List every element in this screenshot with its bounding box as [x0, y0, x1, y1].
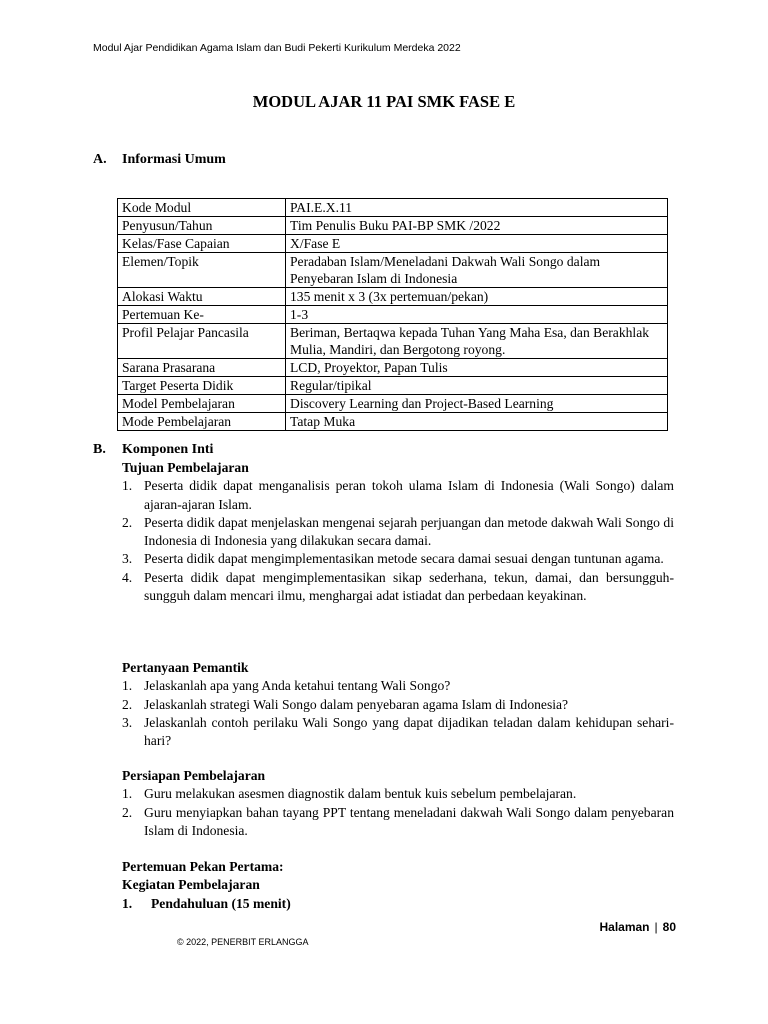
list-item	[122, 804, 674, 841]
list-item	[122, 785, 674, 803]
list-item	[122, 550, 674, 568]
list-item	[122, 569, 674, 606]
persiapan-list	[122, 785, 674, 840]
persiapan-heading: Persiapan Pembelajaran	[122, 768, 266, 783]
tujuan-heading: Tujuan Pembelajaran	[122, 460, 249, 475]
page-value: 80	[662, 920, 676, 934]
list-item	[122, 677, 674, 695]
info-value: PAI.E.X.11	[286, 199, 668, 217]
info-key: Penyusun/Tahun	[118, 217, 286, 235]
info-table-body	[118, 199, 668, 431]
list-item-text: Jelaskanlah contoh perilaku Wali Songo yang dapat dijadikan teladan dalam kehidupan sehari-hari?	[144, 714, 674, 749]
info-row	[118, 324, 668, 359]
info-key: Kode Modul	[118, 199, 286, 217]
pertanyaan-block	[122, 659, 674, 750]
info-value: Discovery Learning dan Project-Based Learning	[286, 395, 668, 413]
info-row	[118, 359, 668, 377]
info-key: Elemen/Topik	[118, 253, 286, 288]
list-item-text: Peserta didik dapat mengimplementasikan metode secara damai sesuai dengan tuntunan agama.	[144, 551, 664, 567]
list-item-number: 1.	[122, 478, 133, 494]
running-header: Modul Ajar Pendidikan Agama Islam dan Budi Pekerti Kurikulum Merdeka 2022	[93, 42, 461, 54]
info-row	[118, 235, 668, 253]
document-title: MODUL AJAR 11 PAI SMK FASE E	[252, 92, 516, 111]
list-item-number: 3.	[122, 714, 133, 730]
tujuan-block	[122, 459, 674, 605]
info-key: Kelas/Fase Capaian	[118, 235, 286, 253]
info-value: Tatap Muka	[286, 413, 668, 431]
page-number	[599, 920, 676, 934]
pertemuan-heading: Pertemuan Pekan Pertama:	[122, 859, 284, 874]
info-value: 135 menit x 3 (3x pertemuan/pekan)	[286, 288, 668, 306]
pertanyaan-list	[122, 677, 674, 750]
persiapan-block	[122, 767, 674, 840]
info-key: Alokasi Waktu	[118, 288, 286, 306]
list-item-number: 4.	[122, 569, 133, 585]
page-label: Halaman	[599, 920, 650, 934]
info-row	[118, 413, 668, 431]
section-b-title: Komponen Inti	[122, 442, 214, 457]
info-row	[118, 306, 668, 324]
kegiatan-heading: Kegiatan Pembelajaran	[122, 877, 260, 893]
list-item-number: 2.	[122, 696, 133, 712]
info-value: 1-3	[286, 306, 668, 324]
info-value: X/Fase E	[286, 235, 668, 253]
list-item-number: 1.	[122, 786, 133, 802]
info-row	[118, 377, 668, 395]
info-key: Model Pembelajaran	[118, 395, 286, 413]
info-row	[118, 288, 668, 306]
tujuan-list	[122, 477, 674, 605]
info-key: Sarana Prasarana	[118, 359, 286, 377]
list-item-text: Jelaskanlah apa yang Anda ketahui tentang Wali Songo?	[144, 678, 451, 694]
list-item-number: 3.	[122, 551, 133, 567]
list-item	[122, 696, 674, 714]
list-item-text: Peserta didik dapat menjelaskan mengenai sejarah perjuangan dan metode dakwah Wali Songo di Indonesia di Indonesia yang dilakukan secara damai.	[144, 514, 674, 549]
info-value: Regular/tipikal	[286, 377, 668, 395]
info-key: Target Peserta Didik	[118, 377, 286, 395]
list-item-number: 2.	[122, 514, 133, 530]
section-a-number: A.	[93, 152, 107, 167]
list-item	[122, 714, 674, 751]
info-value: Tim Penulis Buku PAI-BP SMK /2022	[286, 217, 668, 235]
info-value: Peradaban Islam/Meneladani Dakwah Wali Songo dalam Penyebaran Islam di Indonesia	[286, 253, 668, 288]
pendahuluan-step	[122, 895, 674, 913]
info-table	[117, 198, 668, 431]
footer-copyright: © 2022, PENERBIT ERLANGGA	[177, 937, 309, 947]
list-item-text: Guru melakukan asesmen diagnostik dalam bentuk kuis sebelum pembelajaran.	[144, 786, 577, 802]
info-row	[118, 395, 668, 413]
page-separator: |	[654, 920, 658, 934]
list-item	[122, 477, 674, 514]
info-row	[118, 217, 668, 235]
list-item-text: Peserta didik dapat menganalisis peran tokoh ulama Islam di Indonesia (Wali Songo) dalam ajaran-ajaran Islam.	[144, 478, 674, 512]
list-item-text: Peserta didik dapat mengimplementasikan sikap sederhana, tekun, damai, dan bersungguh-sungguh dalam mencari ilmu, menghargai adat istiadat dan perbedaan keyakinan.	[144, 569, 674, 604]
info-key: Mode Pembelajaran	[118, 413, 286, 431]
list-item-number: 1.	[122, 678, 133, 694]
pertanyaan-heading: Pertanyaan Pemantik	[122, 660, 249, 675]
list-item	[122, 514, 674, 551]
info-value: LCD, Proyektor, Papan Tulis	[286, 359, 668, 377]
info-key: Profil Pelajar Pancasila	[118, 324, 286, 359]
pertemuan-block	[122, 858, 674, 913]
info-row	[118, 253, 668, 288]
info-value: Beriman, Bertaqwa kepada Tuhan Yang Maha Esa, dan Berakhlak Mulia, Mandiri, dan Bergotong royong.	[286, 324, 668, 359]
list-item-text: Guru menyiapkan bahan tayang PPT tentang meneladani dakwah Wali Songo dalam penyebaran Islam di Indonesia.	[144, 804, 674, 838]
info-row	[118, 199, 668, 217]
info-key: Pertemuan Ke-	[118, 306, 286, 324]
section-b-number: B.	[93, 442, 106, 457]
list-item-text: Jelaskanlah strategi Wali Songo dalam penyebaran agama Islam di Indonesia?	[144, 696, 569, 712]
list-item-number: 2.	[122, 804, 133, 820]
step-title: Pendahuluan (15 menit)	[151, 895, 291, 911]
step-number: 1.	[122, 895, 133, 911]
section-a-title: Informasi Umum	[122, 152, 226, 167]
